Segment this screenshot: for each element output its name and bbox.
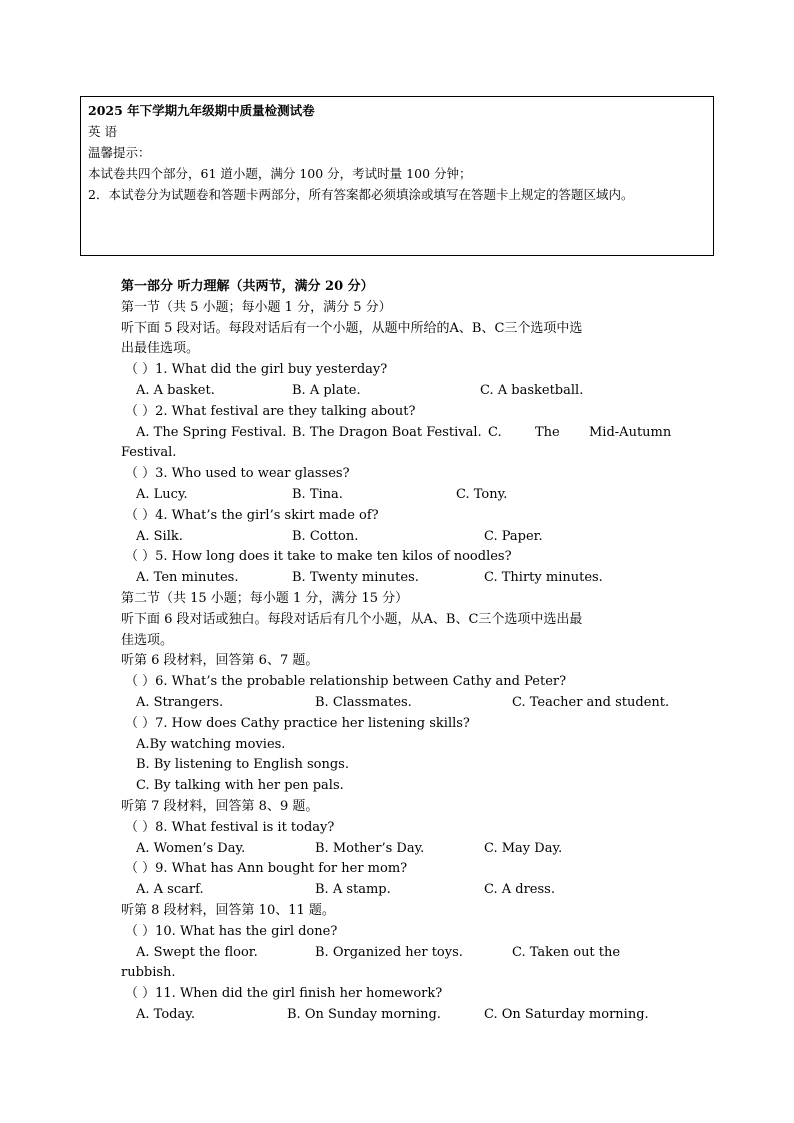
question-2-continuation: Festival. <box>121 445 177 461</box>
option-b: B. Organized her toys. <box>315 944 463 960</box>
option-a: A. Ten minutes. <box>136 570 239 586</box>
option-a: A. The Spring Festival. <box>136 424 287 440</box>
option-c: C. Paper. <box>484 528 543 544</box>
question-7-option-b: B. By listening to English songs. <box>136 757 349 773</box>
option-c: C. A basketball. <box>480 382 584 398</box>
option-c: C. Tony. <box>456 486 508 502</box>
option-a: A. A scarf. <box>136 882 204 898</box>
question-2-options <box>121 423 681 444</box>
option-c: C. May Day. <box>484 840 563 856</box>
question-1-options <box>121 381 681 402</box>
option-c: C. Teacher and student. <box>512 694 670 710</box>
question-11-options <box>121 1005 681 1026</box>
part1-title: 第一部分 听力理解（共两节，满分 20 分） <box>121 279 374 294</box>
question-4-options <box>121 527 681 548</box>
option-c-word: Mid-Autumn <box>589 424 672 440</box>
option-a: A. A basket. <box>136 382 215 398</box>
question-6-options <box>121 693 681 714</box>
option-a: A. Silk. <box>136 528 183 544</box>
question-8-options <box>121 839 681 860</box>
question-3-stem: （ ）3. Who used to wear glasses? <box>125 466 350 482</box>
option-b: B. Tina. <box>292 486 343 502</box>
tips-label: 温馨提示： <box>88 145 151 160</box>
material-6-heading: 听第 6 段材料，回答第 6、7 题。 <box>121 653 319 669</box>
question-5-options <box>121 568 681 589</box>
option-b: B. The Dragon Boat Festival. <box>292 424 482 440</box>
option-b: B. A stamp. <box>315 882 391 898</box>
exam-header-box <box>80 96 714 256</box>
question-10-stem: （ ）10. What has the girl done? <box>125 923 338 939</box>
option-c: C. A dress. <box>484 882 555 898</box>
option-a: A. Strangers. <box>136 694 224 710</box>
option-c: C. Thirty minutes. <box>484 570 603 586</box>
question-6-stem: （ ）6. What’s the probable relationship between Cathy and Peter? <box>125 674 567 690</box>
option-c: C. <box>488 424 502 440</box>
question-9-options <box>121 880 681 901</box>
question-10-options <box>121 943 681 964</box>
material-7-heading: 听第 7 段材料，回答第 8、9 题。 <box>121 798 319 814</box>
option-a: A. Swept the floor. <box>136 944 258 960</box>
exam-content <box>121 277 681 1026</box>
question-9-stem: （ ）9. What has Ann bought for her mom? <box>125 861 408 877</box>
question-1-stem: （ ）1. What did the girl buy yesterday? <box>125 362 388 378</box>
option-a: A. Women’s Day. <box>136 840 246 856</box>
option-b: B. On Sunday morning. <box>287 1006 441 1022</box>
option-a: A. Lucy. <box>136 486 188 502</box>
option-c: C. Taken out the <box>512 944 621 960</box>
tip-1: 本试卷共四个部分，61 道小题，满分 100 分，考试时量 100 分钟； <box>88 166 472 181</box>
section2-instruction-1: 听下面 6 段对话或独白。每段对话后有几个小题，从A、B、C三个选项中选出最 <box>121 611 583 627</box>
question-7-option-a: A.By watching movies. <box>136 736 286 752</box>
option-c: C. On Saturday morning. <box>484 1006 649 1022</box>
exam-title: 2025 年下学期九年级期中质量检测试卷 <box>88 103 315 118</box>
material-8-heading: 听第 8 段材料，回答第 10、11 题。 <box>121 902 335 918</box>
question-10-continuation: rubbish. <box>121 965 176 981</box>
option-b: B. Cotton. <box>292 528 359 544</box>
question-11-stem: （ ）11. When did the girl finish her homework? <box>125 986 443 1002</box>
option-b: B. Classmates. <box>315 694 412 710</box>
question-3-options <box>121 485 681 506</box>
option-b: B. Mother’s Day. <box>315 840 425 856</box>
question-7-option-c: C. By talking with her pen pals. <box>136 778 344 794</box>
section1-instruction-2: 出最佳选项。 <box>121 341 200 357</box>
question-2-stem: （ ）2. What festival are they talking about? <box>125 403 416 419</box>
section2-instruction-2: 佳选项。 <box>121 632 174 648</box>
option-b: B. A plate. <box>292 382 361 398</box>
section1-title: 第一节（共 5 小题；每小题 1 分，满分 5 分） <box>121 299 392 315</box>
question-4-stem: （ ）4. What’s the girl’s skirt made of? <box>125 507 379 523</box>
question-8-stem: （ ）8. What festival is it today? <box>125 819 335 835</box>
option-c-word: The <box>535 424 560 440</box>
exam-subject: 英 语 <box>88 124 117 139</box>
question-5-stem: （ ）5. How long does it take to make ten kilos of noodles? <box>125 549 512 565</box>
option-a: A. Today. <box>136 1006 195 1022</box>
option-b: B. Twenty minutes. <box>292 570 419 586</box>
section2-title: 第二节（共 15 小题；每小题 1 分，满分 15 分） <box>121 590 409 606</box>
tip-2: 2．本试卷分为试题卷和答题卡两部分，所有答案都必须填涂或填写在答题卡上规定的答题区域内。 <box>88 187 634 202</box>
section1-instruction-1: 听下面 5 段对话。每段对话后有一个小题，从题中所给的A、B、C三个选项中选 <box>121 320 583 336</box>
question-7-stem: （ ）7. How does Cathy practice her listening skills? <box>125 715 470 731</box>
